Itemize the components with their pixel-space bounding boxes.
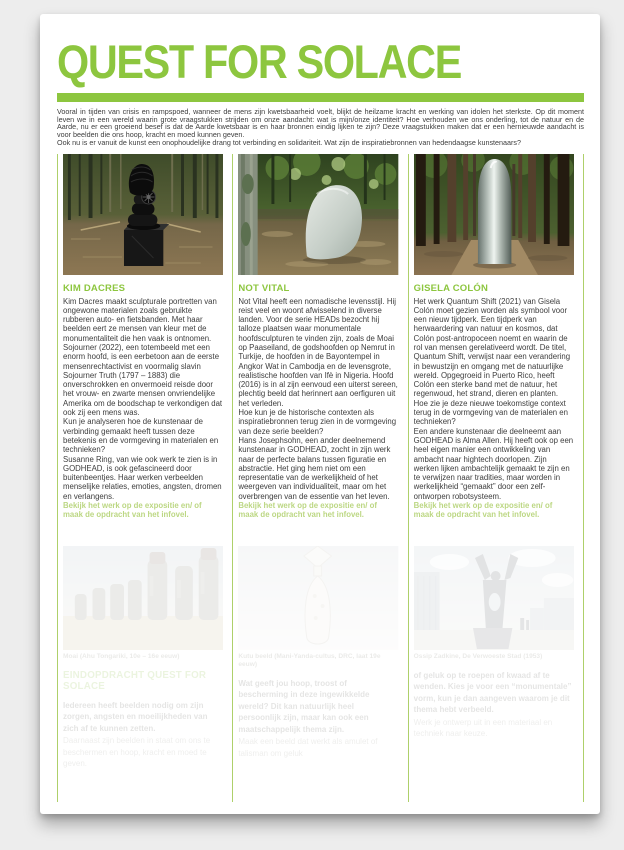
title-underline-bar xyxy=(57,93,584,102)
body-paragraph: Kun je analyseren hoe de kunstenaar de verbinding gemaakt heeft tussen deze betekenis en de vormgeving in materialen en technieken? xyxy=(63,417,219,455)
column-kim-dacres xyxy=(57,154,232,802)
kutu-statue-illustration xyxy=(238,546,398,650)
body-paragraph: Het werk Quantum Shift (2021) van Gisela Colón moet gezien worden als symbool voor een nieuw tijdperk. Een tijdperk van herwaardering van natuur en kosmos, dat Colón post-antropoceen noemt en waarin de rol van mensen gerelativeerd wordt. De titel, Quantum Shift, verwijst naar een verandering in bewustzijn en omgang met de natuurlijke wereld. Opgegroeid in Puerto Rico, heeft Colón een sterke band met de natuur, het regenwoud, het strand, dieren en planten. xyxy=(413,296,571,399)
artwork-photo-quantum-shift xyxy=(414,154,574,275)
body-paragraph: Hoe kun je de historische contexten als inspiratiebronnen terug zien in de vormgeving van deze serie beelden? xyxy=(238,408,397,436)
intro-paragraph-2: Ook nu is er vanuit de kunst een onophoudelijke drang tot verbinding en solidariteit. Wat zijn de inspiratiebronnen van hedendaagse kunstenaars? xyxy=(57,137,522,147)
faded-photo-moai xyxy=(63,546,223,650)
hoofd-forest-illustration xyxy=(238,154,398,275)
body-paragraph: Kim Dacres maakt sculpturale portretten van ongewone materialen zoals gebruikte rubberen auto- en fietsbanden. Met haar beelden eert ze mensen van kleur met de monumentaliteit die hen vaak is ontnomen. Sojourner (2022), een totembeeld met een enorm hoofd, is een eerbetoon aan de eerste mensenrechtactivist en voormalig slavin Sojourner Truth (1797 – 1883) die onverschrokken en onvermoeid reisde door het vrouw- en zwarte mensen onvriendelijke Amerika om de boodschap te verkondigen dat ook zij een mens was. xyxy=(63,296,223,418)
artwork-photo-hoofd xyxy=(238,154,398,275)
faded-lead-text: Iedereen heeft beelden nodig om zijn zorgen, angsten en moeilijkheden van zich af te kunnen zetten. xyxy=(63,700,208,733)
body-paragraph: Hans Josephsohn, een ander deelnemend kunstenaar in GODHEAD, zocht in zijn werk naar de perfecte balans tussen figuratie en abstractie. Het ging hem niet om een representatie van de werkelijkheid of het weergeven van individualiteit, maar om het overbrengen van de essentie van het leven. xyxy=(238,435,391,501)
body-paragraph: Susanne Ring, van wie ook werk te zien is in GODHEAD, is ook gefascineerd door buitenbeentjes. Haar werken verbeelden menselijke relaties, emoties, angsten, dromen en verlangens. xyxy=(63,454,222,501)
faded-caption: Moai (Ahu Tongariki, 10e – 16e eeuw) xyxy=(63,652,180,660)
columns-container xyxy=(57,154,584,802)
faded-rest-text: Werk je ontwerp uit in een materiaal en techniek naar keuze. xyxy=(413,717,553,739)
zadkine-statue-illustration xyxy=(414,546,574,650)
faded-section xyxy=(414,546,574,740)
body-paragraph: Hoe zie je deze nieuwe toekomstige context terug in de vormgeving van de materialen en technieken? xyxy=(413,398,568,427)
artist-heading-gisela-colon: GISELA COLÓN xyxy=(413,282,489,294)
faded-lead-text: Wat geeft jou hoop, troost of bescherming in deze ingewikkelde wereld? Dit kan natuurlijk heel persoonlijk zijn, maar kan ook een maatschappelijk thema zijn. xyxy=(238,678,370,734)
faded-caption: Ossip Zadkine, De Verwoeste Stad (1953) xyxy=(413,652,543,660)
faded-section xyxy=(238,546,398,760)
faded-photo-zadkine xyxy=(414,546,574,650)
faded-section xyxy=(63,546,223,770)
faded-heading: EINDOPDRACHT QUEST FOR SOLACE xyxy=(63,669,207,692)
cta-text: Bekijk het werk op de expositie en/ of maak de opdracht van het infovel. xyxy=(413,501,553,520)
column-text-block xyxy=(63,275,223,544)
page-title: QUEST FOR SOLACE xyxy=(57,35,462,88)
faded-rest-text: Daarnaast zijn beelden in staat om ons te beschermen en hoop, kracht en moed te geven. xyxy=(63,736,211,769)
faded-rest-text: Maak een beeld dat werkt als amulet of talisman om geluk xyxy=(238,737,378,758)
page-content xyxy=(40,14,600,802)
faded-photo-kutu-statue xyxy=(238,546,398,650)
artwork-photo-sojourner xyxy=(63,154,223,275)
column-gisela-colon xyxy=(408,154,583,802)
column-not-vital xyxy=(232,154,407,802)
document-page xyxy=(40,14,600,814)
quantum-shift-forest-illustration xyxy=(414,154,574,275)
cta-text: Bekijk het werk op de expositie en/ of maak de opdracht van het infovel. xyxy=(63,501,202,520)
sojourner-forest-illustration xyxy=(63,154,223,275)
moai-illustration xyxy=(63,546,223,650)
cta-text: Bekijk het werk op de expositie en/ of maak de opdracht van het infovel. xyxy=(238,501,377,520)
column-text-block xyxy=(414,275,574,544)
body-paragraph: Een andere kunstenaar die deelneemt aan GODHEAD is Alma Allen. Hij heeft ook op een heel eigen manier een ontwikkeling van ambacht naar hightech doorlopen. Zijn werken lijken ambachtelijk gemaakt te zijn en te verwijzen naar tradities, maar worden in werkelijkheid “gemaakt” door een zelf-ontworpen robotsysteem. xyxy=(413,426,574,501)
artist-heading-not-vital: NOT VITAL xyxy=(238,282,290,294)
artist-heading-kim-dacres: KIM DACRES xyxy=(63,282,126,294)
faded-lead-text: of geluk op te roepen of kwaad af te wenden. Kies je voor een “monumentale” vorm, kun je dan aangeven waarom je dit thema hebt verbeeld. xyxy=(413,670,572,715)
column-text-block xyxy=(238,275,398,544)
body-paragraph: Not Vital heeft een nomadische levensstijl. Hij reist veel en woont afwisselend in diverse landen. Voor de serie HEADs bezocht hij talloze plaatsen waar monumentale hoofdsculpturen te vinden zijn, zoals de Moai op Paaseiland, de godshoofden op Nemrut in Turkije, de hoofden in de Bayontempel in Angkor Wat in Cambodja en de levensgrote, realistische hoofden van Ifè in Nigeria. Hoofd (2016) is in al zijn eenvoud een uiterst sereen, plechtig beeld dat herinnert aan oerfiguren uit het verleden. xyxy=(238,296,398,408)
intro-paragraph-1: Vooral in tijden van crisis en rampspoed, wanneer de mens zijn kwetsbaarheid voelt, blijkt de heilzame kracht en werking van idolen het sterkste. Op dit moment leven we in een wereld waarin grote vraagstukken strijden om onze aandacht: wat is mijn/onze identiteit? Hoe verhouden we ons onderling, tot de natuur en de Aarde, nu er een groeiend besef is dat de Aarde kwetsbaar is en haar bronnen eindig lijken te zijn? Deze vraagstukken maken dat er een hernieuwde aandacht is voor beelden die ons hoop, kracht en moed kunnen geven. xyxy=(57,107,584,140)
faded-caption: Kutu beeld (Mani-Yanda-cultus, DRC, laat 19e eeuw) xyxy=(238,652,381,668)
